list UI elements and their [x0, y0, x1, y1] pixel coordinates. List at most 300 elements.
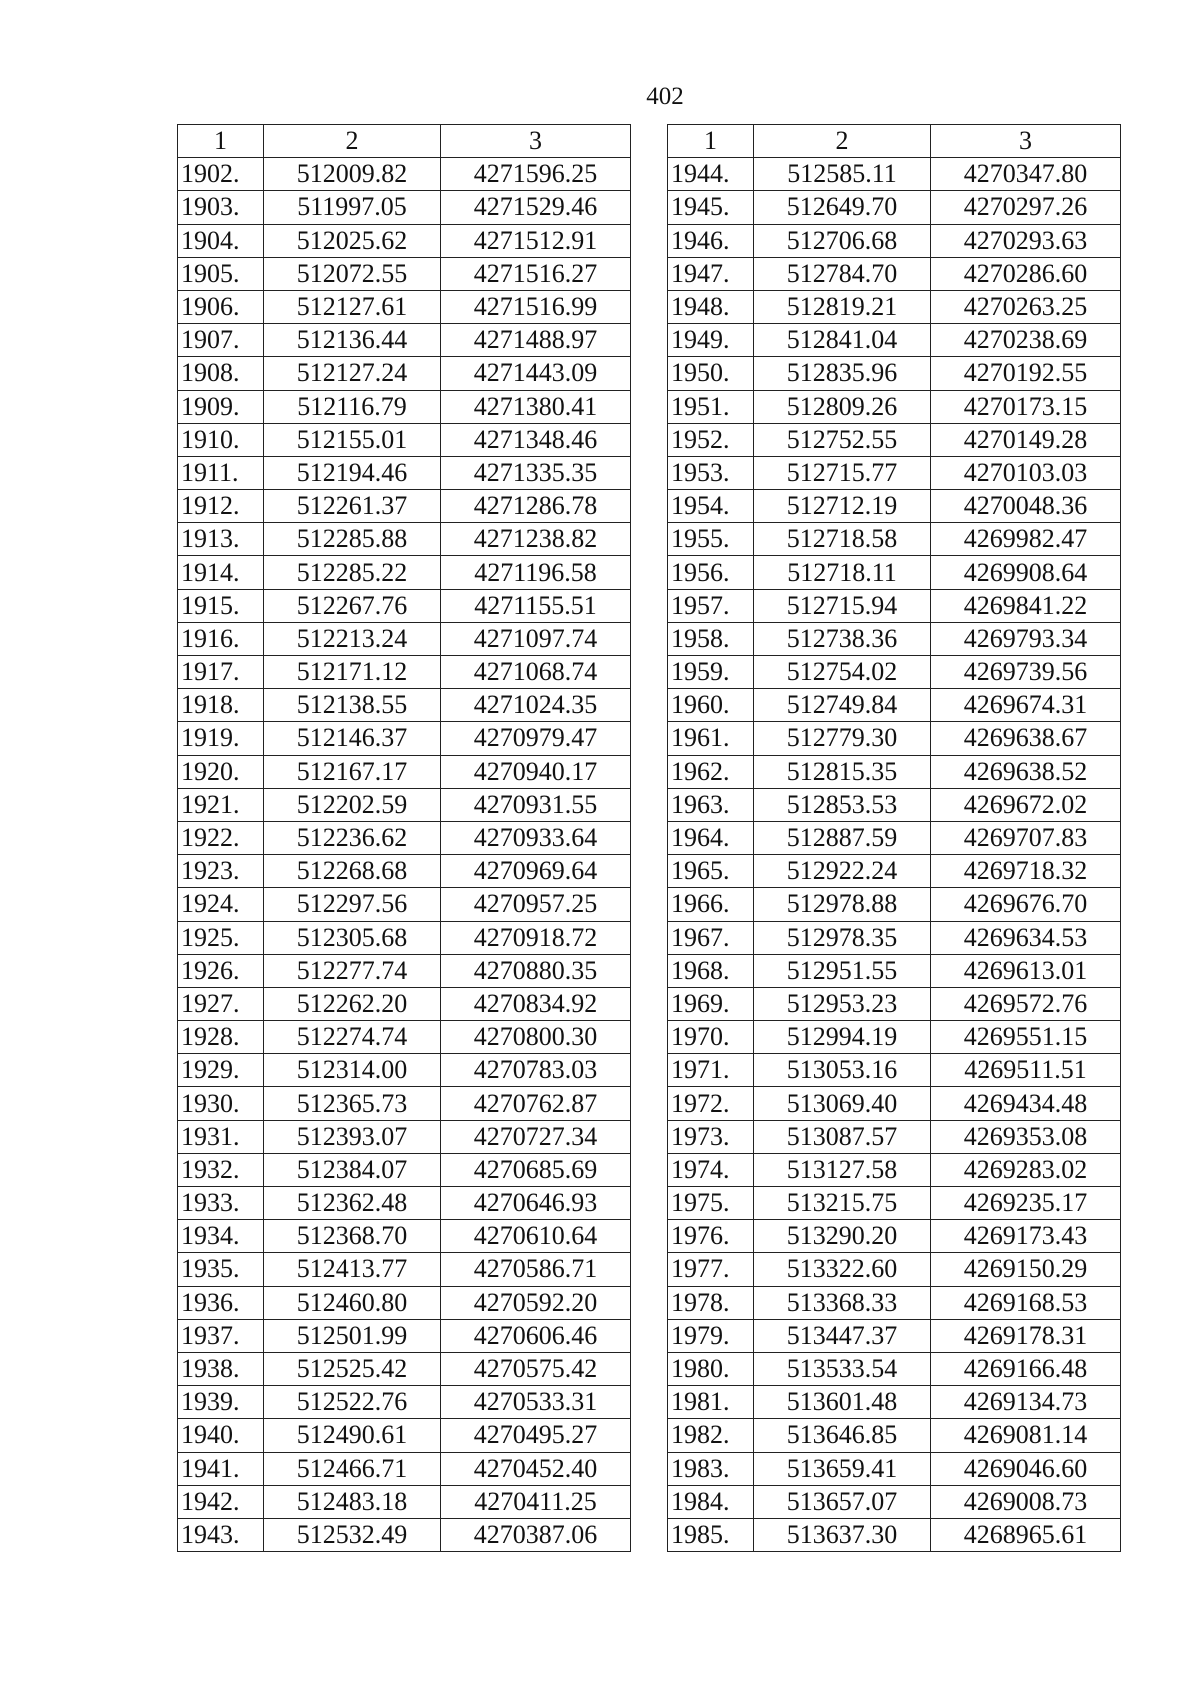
table-row	[668, 855, 1121, 888]
y-coordinate-cell: 4269718.32	[931, 855, 1121, 888]
x-coordinate-cell: 512127.61	[264, 290, 441, 323]
point-number-cell: 1960.	[668, 689, 754, 722]
y-coordinate-cell: 4269008.73	[931, 1485, 1121, 1518]
column-header-3: 3	[931, 125, 1121, 158]
y-coordinate-cell: 4269353.08	[931, 1120, 1121, 1153]
point-number-cell: 1981.	[668, 1386, 754, 1419]
x-coordinate-cell: 512138.55	[264, 689, 441, 722]
x-coordinate-cell: 512466.71	[264, 1452, 441, 1485]
table-row	[178, 1021, 631, 1054]
table-row	[668, 1352, 1121, 1385]
point-number-cell: 1947.	[668, 257, 754, 290]
y-coordinate-cell: 4269511.51	[931, 1054, 1121, 1087]
table-row	[178, 622, 631, 655]
table-row	[178, 656, 631, 689]
table-row	[178, 987, 631, 1020]
x-coordinate-cell: 512532.49	[264, 1518, 441, 1551]
y-coordinate-cell: 4270933.64	[441, 821, 631, 854]
point-number-cell: 1967.	[668, 921, 754, 954]
table-row	[178, 1352, 631, 1385]
y-coordinate-cell: 4269638.52	[931, 755, 1121, 788]
x-coordinate-cell: 513646.85	[754, 1419, 931, 1452]
column-header-3: 3	[441, 125, 631, 158]
coordinates-table-right	[667, 124, 1121, 1552]
y-coordinate-cell: 4270495.27	[441, 1419, 631, 1452]
y-coordinate-cell: 4269178.31	[931, 1319, 1121, 1352]
point-number-cell: 1921.	[178, 788, 264, 821]
x-coordinate-cell: 513601.48	[754, 1386, 931, 1419]
point-number-cell: 1958.	[668, 622, 754, 655]
table-row	[178, 1187, 631, 1220]
point-number-cell: 1956.	[668, 556, 754, 589]
point-number-cell: 1919.	[178, 722, 264, 755]
column-header-2: 2	[264, 125, 441, 158]
x-coordinate-cell: 512213.24	[264, 622, 441, 655]
table-row	[668, 257, 1121, 290]
table-row	[668, 1253, 1121, 1286]
x-coordinate-cell: 512268.68	[264, 855, 441, 888]
table-row	[668, 1319, 1121, 1352]
point-number-cell: 1940.	[178, 1419, 264, 1452]
x-coordinate-cell: 512171.12	[264, 656, 441, 689]
x-coordinate-cell: 512194.46	[264, 456, 441, 489]
y-coordinate-cell: 4270293.63	[931, 224, 1121, 257]
y-coordinate-cell: 4270610.64	[441, 1220, 631, 1253]
point-number-cell: 1966.	[668, 888, 754, 921]
y-coordinate-cell: 4270149.28	[931, 423, 1121, 456]
table-row	[178, 1419, 631, 1452]
y-coordinate-cell: 4271238.82	[441, 523, 631, 556]
y-coordinate-cell: 4270238.69	[931, 324, 1121, 357]
point-number-cell: 1908.	[178, 357, 264, 390]
x-coordinate-cell: 512784.70	[754, 257, 931, 290]
y-coordinate-cell: 4270173.15	[931, 390, 1121, 423]
y-coordinate-cell: 4271529.46	[441, 191, 631, 224]
y-coordinate-cell: 4270263.25	[931, 290, 1121, 323]
column-header-1: 1	[178, 125, 264, 158]
coordinates-table-left	[177, 124, 631, 1552]
table-row	[178, 1220, 631, 1253]
y-coordinate-cell: 4269674.31	[931, 689, 1121, 722]
y-coordinate-cell: 4269283.02	[931, 1153, 1121, 1186]
table-row	[178, 1319, 631, 1352]
y-coordinate-cell: 4270685.69	[441, 1153, 631, 1186]
point-number-cell: 1945.	[668, 191, 754, 224]
table-row	[668, 423, 1121, 456]
y-coordinate-cell: 4271286.78	[441, 490, 631, 523]
x-coordinate-cell: 512922.24	[754, 855, 931, 888]
x-coordinate-cell: 512483.18	[264, 1485, 441, 1518]
table-row	[178, 490, 631, 523]
column-header-1: 1	[668, 125, 754, 158]
y-coordinate-cell: 4270586.71	[441, 1253, 631, 1286]
point-number-cell: 1971.	[668, 1054, 754, 1087]
y-coordinate-cell: 4270575.42	[441, 1352, 631, 1385]
point-number-cell: 1976.	[668, 1220, 754, 1253]
table-row	[178, 290, 631, 323]
table-row	[178, 589, 631, 622]
table-row	[178, 224, 631, 257]
table-row	[178, 1087, 631, 1120]
y-coordinate-cell: 4270931.55	[441, 788, 631, 821]
table-row	[668, 1286, 1121, 1319]
table-row	[668, 921, 1121, 954]
point-number-cell: 1950.	[668, 357, 754, 390]
x-coordinate-cell: 512978.35	[754, 921, 931, 954]
table-row	[668, 1054, 1121, 1087]
x-coordinate-cell: 512274.74	[264, 1021, 441, 1054]
x-coordinate-cell: 512009.82	[264, 158, 441, 191]
point-number-cell: 1962.	[668, 755, 754, 788]
y-coordinate-cell: 4269841.22	[931, 589, 1121, 622]
point-number-cell: 1903.	[178, 191, 264, 224]
x-coordinate-cell: 512715.77	[754, 456, 931, 489]
point-number-cell: 1924.	[178, 888, 264, 921]
table-row	[178, 1120, 631, 1153]
point-number-cell: 1954.	[668, 490, 754, 523]
point-number-cell: 1972.	[668, 1087, 754, 1120]
table-row	[178, 755, 631, 788]
y-coordinate-cell: 4271155.51	[441, 589, 631, 622]
point-number-cell: 1910.	[178, 423, 264, 456]
point-number-cell: 1929.	[178, 1054, 264, 1087]
x-coordinate-cell: 512277.74	[264, 954, 441, 987]
table-body-left	[178, 158, 631, 1552]
point-number-cell: 1927.	[178, 987, 264, 1020]
point-number-cell: 1944.	[668, 158, 754, 191]
point-number-cell: 1975.	[668, 1187, 754, 1220]
table-row	[178, 954, 631, 987]
x-coordinate-cell: 512146.37	[264, 722, 441, 755]
x-coordinate-cell: 512262.20	[264, 987, 441, 1020]
x-coordinate-cell: 512754.02	[754, 656, 931, 689]
x-coordinate-cell: 512809.26	[754, 390, 931, 423]
x-coordinate-cell: 512718.58	[754, 523, 931, 556]
point-number-cell: 1914.	[178, 556, 264, 589]
x-coordinate-cell: 512413.77	[264, 1253, 441, 1286]
x-coordinate-cell: 512490.61	[264, 1419, 441, 1452]
point-number-cell: 1964.	[668, 821, 754, 854]
point-number-cell: 1948.	[668, 290, 754, 323]
x-coordinate-cell: 512718.11	[754, 556, 931, 589]
y-coordinate-cell: 4270347.80	[931, 158, 1121, 191]
point-number-cell: 1911.	[178, 456, 264, 489]
x-coordinate-cell: 512887.59	[754, 821, 931, 854]
x-coordinate-cell: 512025.62	[264, 224, 441, 257]
table-row	[178, 921, 631, 954]
point-number-cell: 1915.	[178, 589, 264, 622]
y-coordinate-cell: 4271024.35	[441, 689, 631, 722]
point-number-cell: 1942.	[178, 1485, 264, 1518]
point-number-cell: 1909.	[178, 390, 264, 423]
point-number-cell: 1923.	[178, 855, 264, 888]
table-row	[178, 722, 631, 755]
point-number-cell: 1984.	[668, 1485, 754, 1518]
point-number-cell: 1943.	[178, 1518, 264, 1551]
y-coordinate-cell: 4269672.02	[931, 788, 1121, 821]
point-number-cell: 1906.	[178, 290, 264, 323]
point-number-cell: 1963.	[668, 788, 754, 821]
y-coordinate-cell: 4269676.70	[931, 888, 1121, 921]
y-coordinate-cell: 4271516.27	[441, 257, 631, 290]
x-coordinate-cell: 512314.00	[264, 1054, 441, 1087]
table-row	[178, 191, 631, 224]
table-row	[668, 1021, 1121, 1054]
point-number-cell: 1902.	[178, 158, 264, 191]
x-coordinate-cell: 511997.05	[264, 191, 441, 224]
table-row	[668, 987, 1121, 1020]
y-coordinate-cell: 4269793.34	[931, 622, 1121, 655]
y-coordinate-cell: 4270411.25	[441, 1485, 631, 1518]
y-coordinate-cell: 4269551.15	[931, 1021, 1121, 1054]
table-row	[178, 689, 631, 722]
y-coordinate-cell: 4270048.36	[931, 490, 1121, 523]
point-number-cell: 1968.	[668, 954, 754, 987]
y-coordinate-cell: 4268965.61	[931, 1518, 1121, 1551]
x-coordinate-cell: 513322.60	[754, 1253, 931, 1286]
y-coordinate-cell: 4270800.30	[441, 1021, 631, 1054]
table-row	[178, 855, 631, 888]
point-number-cell: 1952.	[668, 423, 754, 456]
table-row	[178, 357, 631, 390]
table-row	[668, 1386, 1121, 1419]
x-coordinate-cell: 513127.58	[754, 1153, 931, 1186]
x-coordinate-cell: 512072.55	[264, 257, 441, 290]
table-row	[668, 755, 1121, 788]
page-number: 402	[646, 83, 684, 110]
y-coordinate-cell: 4269166.48	[931, 1352, 1121, 1385]
y-coordinate-cell: 4269046.60	[931, 1452, 1121, 1485]
point-number-cell: 1925.	[178, 921, 264, 954]
point-number-cell: 1946.	[668, 224, 754, 257]
point-number-cell: 1955.	[668, 523, 754, 556]
y-coordinate-cell: 4271348.46	[441, 423, 631, 456]
y-coordinate-cell: 4270969.64	[441, 855, 631, 888]
x-coordinate-cell: 512261.37	[264, 490, 441, 523]
point-number-cell: 1959.	[668, 656, 754, 689]
table-body-right	[668, 158, 1121, 1552]
table-row	[668, 523, 1121, 556]
table-row	[668, 622, 1121, 655]
table-row	[668, 324, 1121, 357]
x-coordinate-cell: 512525.42	[264, 1352, 441, 1385]
x-coordinate-cell: 513290.20	[754, 1220, 931, 1253]
y-coordinate-cell: 4269634.53	[931, 921, 1121, 954]
x-coordinate-cell: 512841.04	[754, 324, 931, 357]
table-row	[668, 888, 1121, 921]
y-coordinate-cell: 4271443.09	[441, 357, 631, 390]
y-coordinate-cell: 4270762.87	[441, 1087, 631, 1120]
table-row	[178, 1286, 631, 1319]
y-coordinate-cell: 4270834.92	[441, 987, 631, 1020]
table-row	[178, 1452, 631, 1485]
y-coordinate-cell: 4269707.83	[931, 821, 1121, 854]
y-coordinate-cell: 4270592.20	[441, 1286, 631, 1319]
x-coordinate-cell: 513215.75	[754, 1187, 931, 1220]
table-row	[178, 1518, 631, 1551]
y-coordinate-cell: 4270783.03	[441, 1054, 631, 1087]
x-coordinate-cell: 513659.41	[754, 1452, 931, 1485]
table-row	[178, 456, 631, 489]
y-coordinate-cell: 4269908.64	[931, 556, 1121, 589]
point-number-cell: 1969.	[668, 987, 754, 1020]
x-coordinate-cell: 513069.40	[754, 1087, 931, 1120]
x-coordinate-cell: 512819.21	[754, 290, 931, 323]
y-coordinate-cell: 4271516.99	[441, 290, 631, 323]
table-row	[668, 456, 1121, 489]
y-coordinate-cell: 4269235.17	[931, 1187, 1121, 1220]
y-coordinate-cell: 4270880.35	[441, 954, 631, 987]
x-coordinate-cell: 512202.59	[264, 788, 441, 821]
y-coordinate-cell: 4270918.72	[441, 921, 631, 954]
x-coordinate-cell: 512715.94	[754, 589, 931, 622]
table-row	[178, 888, 631, 921]
x-coordinate-cell: 512167.17	[264, 755, 441, 788]
point-number-cell: 1970.	[668, 1021, 754, 1054]
point-number-cell: 1951.	[668, 390, 754, 423]
x-coordinate-cell: 512752.55	[754, 423, 931, 456]
x-coordinate-cell: 512738.36	[754, 622, 931, 655]
table-row	[668, 1120, 1121, 1153]
y-coordinate-cell: 4270940.17	[441, 755, 631, 788]
y-coordinate-cell: 4271335.35	[441, 456, 631, 489]
point-number-cell: 1941.	[178, 1452, 264, 1485]
point-number-cell: 1926.	[178, 954, 264, 987]
y-coordinate-cell: 4271068.74	[441, 656, 631, 689]
point-number-cell: 1977.	[668, 1253, 754, 1286]
point-number-cell: 1973.	[668, 1120, 754, 1153]
table-row	[668, 191, 1121, 224]
y-coordinate-cell: 4269168.53	[931, 1286, 1121, 1319]
point-number-cell: 1904.	[178, 224, 264, 257]
table-row	[668, 490, 1121, 523]
x-coordinate-cell: 512127.24	[264, 357, 441, 390]
y-coordinate-cell: 4270646.93	[441, 1187, 631, 1220]
table-header-row	[668, 125, 1121, 158]
point-number-cell: 1933.	[178, 1187, 264, 1220]
table-row	[668, 1087, 1121, 1120]
x-coordinate-cell: 513657.07	[754, 1485, 931, 1518]
point-number-cell: 1912.	[178, 490, 264, 523]
table-row	[178, 1054, 631, 1087]
point-number-cell: 1928.	[178, 1021, 264, 1054]
table-row	[668, 589, 1121, 622]
y-coordinate-cell: 4270103.03	[931, 456, 1121, 489]
table-row	[668, 556, 1121, 589]
y-coordinate-cell: 4270979.47	[441, 722, 631, 755]
point-number-cell: 1934.	[178, 1220, 264, 1253]
point-number-cell: 1938.	[178, 1352, 264, 1385]
table-row	[668, 821, 1121, 854]
y-coordinate-cell: 4271596.25	[441, 158, 631, 191]
y-coordinate-cell: 4269173.43	[931, 1220, 1121, 1253]
x-coordinate-cell: 512136.44	[264, 324, 441, 357]
table-row	[178, 1253, 631, 1286]
x-coordinate-cell: 512155.01	[264, 423, 441, 456]
y-coordinate-cell: 4271380.41	[441, 390, 631, 423]
x-coordinate-cell: 512116.79	[264, 390, 441, 423]
table-row	[668, 788, 1121, 821]
y-coordinate-cell: 4271512.91	[441, 224, 631, 257]
x-coordinate-cell: 512951.55	[754, 954, 931, 987]
y-coordinate-cell: 4270606.46	[441, 1319, 631, 1352]
table-row	[178, 1485, 631, 1518]
x-coordinate-cell: 512585.11	[754, 158, 931, 191]
point-number-cell: 1935.	[178, 1253, 264, 1286]
y-coordinate-cell: 4269982.47	[931, 523, 1121, 556]
table-row	[668, 1187, 1121, 1220]
point-number-cell: 1939.	[178, 1386, 264, 1419]
table-row	[668, 357, 1121, 390]
point-number-cell: 1917.	[178, 656, 264, 689]
point-number-cell: 1953.	[668, 456, 754, 489]
column-header-2: 2	[754, 125, 931, 158]
x-coordinate-cell: 512384.07	[264, 1153, 441, 1186]
table-row	[178, 556, 631, 589]
point-number-cell: 1916.	[178, 622, 264, 655]
table-row	[668, 1485, 1121, 1518]
y-coordinate-cell: 4269739.56	[931, 656, 1121, 689]
x-coordinate-cell: 513368.33	[754, 1286, 931, 1319]
x-coordinate-cell: 513637.30	[754, 1518, 931, 1551]
table-row	[668, 656, 1121, 689]
x-coordinate-cell: 513447.37	[754, 1319, 931, 1352]
table-row	[178, 523, 631, 556]
x-coordinate-cell: 512393.07	[264, 1120, 441, 1153]
table-row	[178, 257, 631, 290]
x-coordinate-cell: 512522.76	[264, 1386, 441, 1419]
x-coordinate-cell: 512815.35	[754, 755, 931, 788]
point-number-cell: 1980.	[668, 1352, 754, 1385]
point-number-cell: 1920.	[178, 755, 264, 788]
table-row	[178, 158, 631, 191]
y-coordinate-cell: 4270452.40	[441, 1452, 631, 1485]
x-coordinate-cell: 512460.80	[264, 1286, 441, 1319]
point-number-cell: 1936.	[178, 1286, 264, 1319]
x-coordinate-cell: 512712.19	[754, 490, 931, 523]
point-number-cell: 1922.	[178, 821, 264, 854]
table-row	[668, 158, 1121, 191]
x-coordinate-cell: 512267.76	[264, 589, 441, 622]
x-coordinate-cell: 512368.70	[264, 1220, 441, 1253]
x-coordinate-cell: 512365.73	[264, 1087, 441, 1120]
point-number-cell: 1913.	[178, 523, 264, 556]
table-row	[178, 423, 631, 456]
point-number-cell: 1974.	[668, 1153, 754, 1186]
x-coordinate-cell: 512779.30	[754, 722, 931, 755]
y-coordinate-cell: 4270192.55	[931, 357, 1121, 390]
table-row	[668, 954, 1121, 987]
point-number-cell: 1918.	[178, 689, 264, 722]
x-coordinate-cell: 512285.88	[264, 523, 441, 556]
y-coordinate-cell: 4270727.34	[441, 1120, 631, 1153]
x-coordinate-cell: 512501.99	[264, 1319, 441, 1352]
table-row	[178, 788, 631, 821]
point-number-cell: 1937.	[178, 1319, 264, 1352]
point-number-cell: 1931.	[178, 1120, 264, 1153]
table-row	[668, 1452, 1121, 1485]
x-coordinate-cell: 512953.23	[754, 987, 931, 1020]
point-number-cell: 1978.	[668, 1286, 754, 1319]
table-row	[178, 1386, 631, 1419]
point-number-cell: 1983.	[668, 1452, 754, 1485]
x-coordinate-cell: 512362.48	[264, 1187, 441, 1220]
x-coordinate-cell: 513533.54	[754, 1352, 931, 1385]
point-number-cell: 1930.	[178, 1087, 264, 1120]
y-coordinate-cell: 4269081.14	[931, 1419, 1121, 1452]
x-coordinate-cell: 512706.68	[754, 224, 931, 257]
point-number-cell: 1932.	[178, 1153, 264, 1186]
